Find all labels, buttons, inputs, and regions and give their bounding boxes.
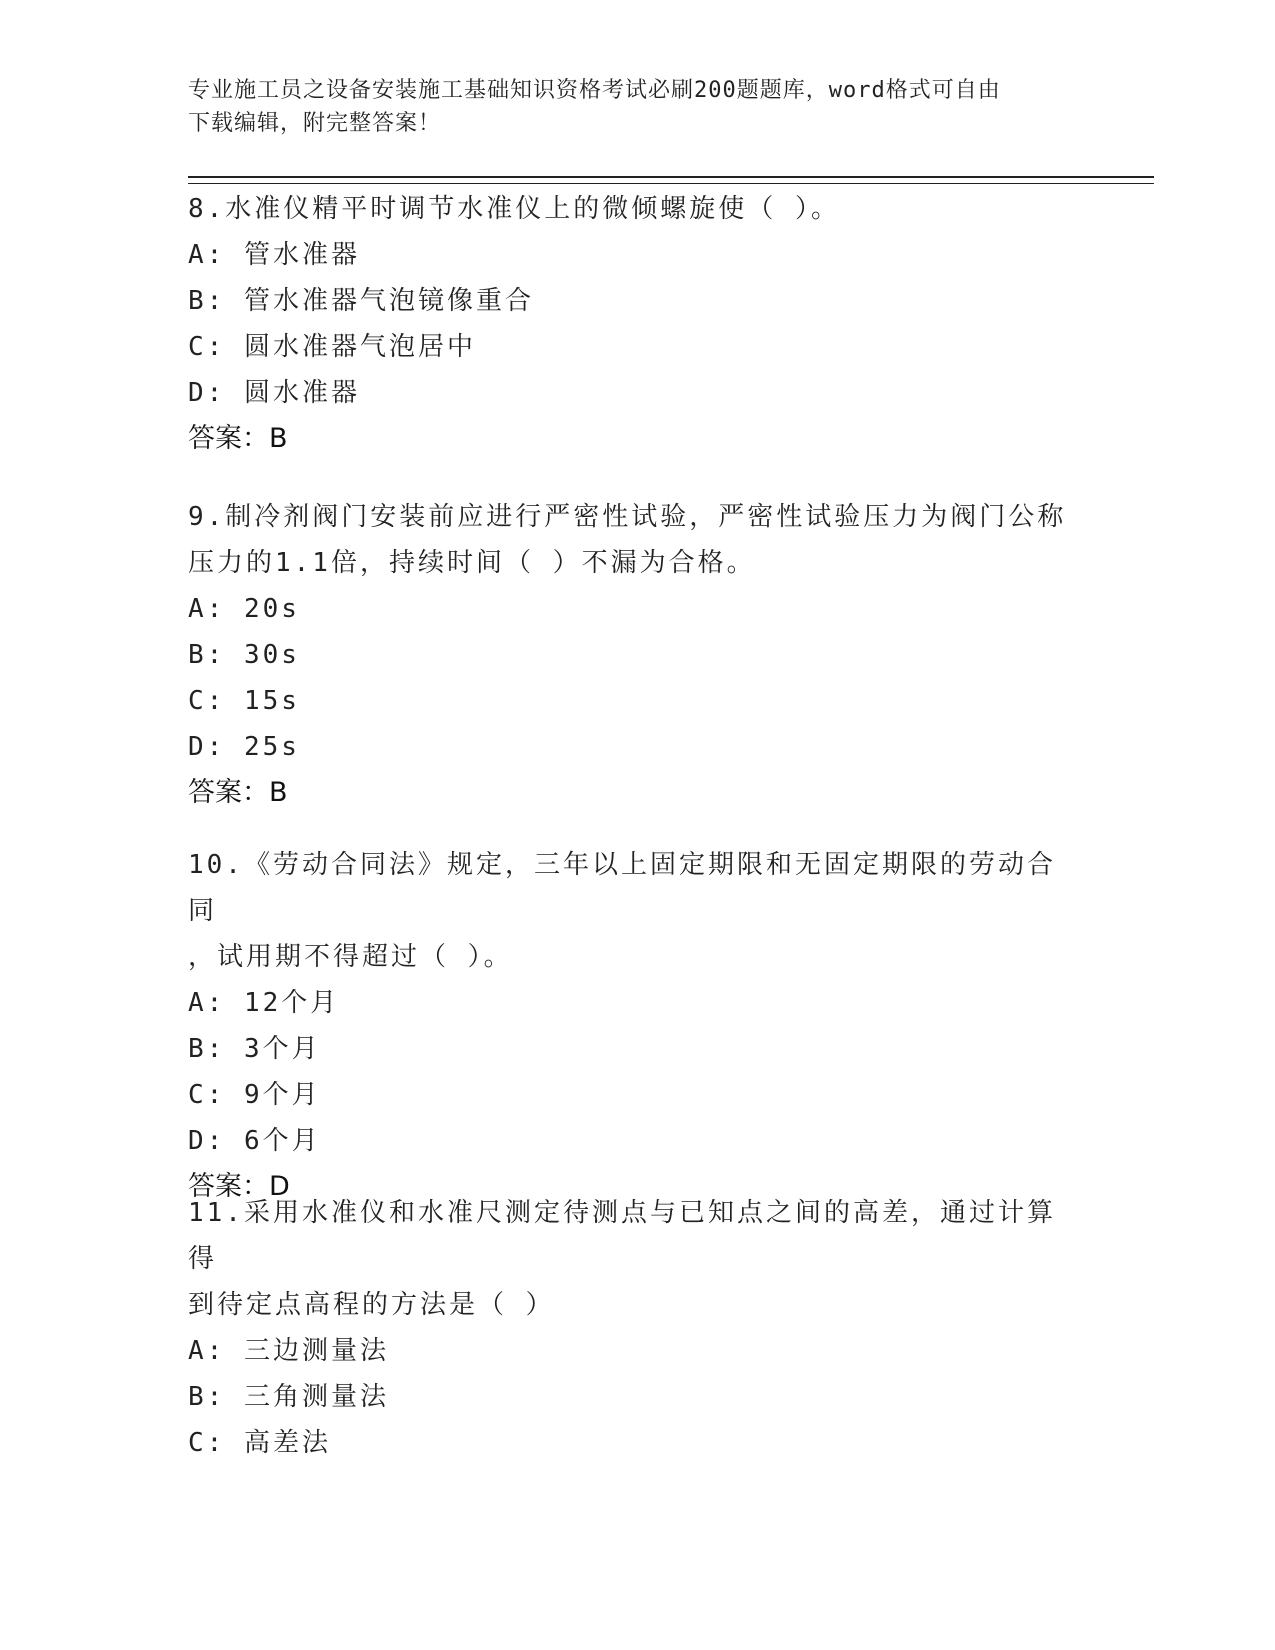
option-b: B: 三角测量法 [188,1382,389,1412]
question-text-line-1: 11.采用水准仪和水准尺测定待测点与已知点之间的高差，通过计算得 [188,1198,1056,1274]
option-d: D: 25s [188,732,300,762]
option-a: A: 管水准器 [188,240,360,270]
header-divider-thin [188,183,1154,184]
option-a: A: 三边测量法 [188,1336,389,1366]
question-10 [188,842,1068,1210]
option-c: C: 9个月 [188,1080,321,1110]
question-text-line-2: ，试用期不得超过（ ）。 [188,942,513,972]
question-text-line-1: 9.制冷剂阀门安装前应进行严密性试验，严密性试验压力为阀门公称 [188,502,1067,532]
header-line-2: 下载编辑，附完整答案！ [188,111,442,136]
question-text-line-2: 压力的1.1倍，持续时间（ ）不漏为合格。 [188,548,756,578]
option-b: B: 管水准器气泡镜像重合 [188,286,534,316]
document-header [188,74,1088,140]
option-a: A: 20s [188,594,300,624]
question-11 [188,1190,1068,1466]
question-text-line-1: 10.《劳动合同法》规定，三年以上固定期限和无固定期限的劳动合同 [188,850,1056,926]
option-c: C: 15s [188,686,300,716]
option-a: A: 12个月 [188,988,340,1018]
question-9 [188,494,1068,816]
question-text-line-2: 到待定点高程的方法是（ ） [188,1290,555,1320]
option-b: B: 30s [188,640,300,670]
header-divider-thick [188,176,1154,178]
question-8 [188,186,1068,462]
answer-label: 答案：D [188,1171,290,1202]
header-line-1: 专业施工员之设备安装施工基础知识资格考试必刷200题题库，word格式可自由 [188,78,1001,103]
question-text: 8.水准仪精平时调节水准仪上的微倾螺旋使（ ）。 [188,194,840,224]
answer-label: 答案：B [188,423,288,454]
option-b: B: 3个月 [188,1034,321,1064]
option-d: D: 6个月 [188,1126,321,1156]
answer-label: 答案：B [188,777,288,808]
option-c: C: 圆水准器气泡居中 [188,332,476,362]
option-d: D: 圆水准器 [188,378,360,408]
option-c: C: 高差法 [188,1428,331,1458]
